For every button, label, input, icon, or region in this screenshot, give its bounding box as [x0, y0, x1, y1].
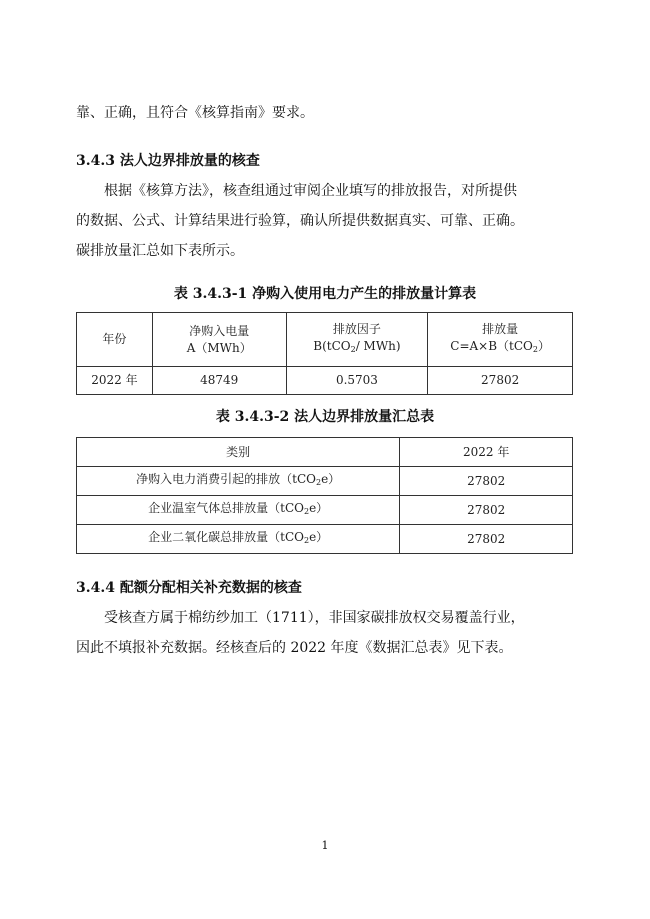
- table1-cell-a: 48749: [152, 367, 286, 395]
- table-row: [77, 467, 573, 496]
- table1-cell-c: 27802: [428, 367, 573, 395]
- table2-row-value: 27802: [400, 525, 573, 554]
- table2-row-value: 27802: [400, 467, 573, 496]
- table-row: [77, 496, 573, 525]
- section-344-line-2: 因此不填报补充数据。经核查后的 2022 年度《数据汇总表》见下表。: [76, 640, 513, 656]
- table1-cell-b: 0.5703: [286, 367, 428, 395]
- table1-header-a: 净购入电量 A（MWh）: [152, 313, 286, 367]
- table2-row-value: 27802: [400, 496, 573, 525]
- table-electricity-emissions: [76, 312, 573, 395]
- table2-row-category: 企业温室气体总排放量（tCO$_2$e）: [77, 496, 400, 525]
- table2-row-category: 净购入电力消费引起的排放（tCO$_2$e）: [77, 467, 400, 496]
- page-number: 1: [321, 839, 329, 852]
- table-row: [77, 367, 573, 395]
- table1-header-row: [77, 313, 573, 367]
- table-emissions-summary: [76, 437, 573, 554]
- table1-header-c: 排放量 C=A×B（tCO$_2$）: [428, 313, 573, 367]
- table2-header-year: 2022 年: [400, 438, 573, 467]
- table1-header-b: 排放因子 B(tCO$_2$/ MWh): [286, 313, 428, 367]
- table1-header-year: 年份: [77, 313, 153, 367]
- section-343-line-2: 的数据、公式、计算结果进行验算，确认所提供数据真实、可靠、正确。: [76, 213, 524, 229]
- table2-header-row: [77, 438, 573, 467]
- section-heading-3-4-3: 3.4.3 法人边界排放量的核查: [76, 153, 260, 169]
- table1-cell-year: 2022 年: [77, 367, 153, 395]
- section-heading-3-4-4: 3.4.4 配额分配相关补充数据的核查: [76, 580, 302, 596]
- section-343-line-1: 根据《核算方法》，核查组通过审阅企业填写的排放报告，对所提供: [76, 183, 517, 199]
- table1-caption: 表 3.4.3-1 净购入使用电力产生的排放量计算表: [173, 286, 477, 302]
- section-343-line-3: 碳排放量汇总如下表所示。: [76, 243, 244, 259]
- table2-caption: 表 3.4.3-2 法人边界排放量汇总表: [215, 409, 435, 425]
- table2-header-category: 类别: [77, 438, 400, 467]
- section-344-line-1: 受核查方属于棉纺纱加工（1711），非国家碳排放权交易覆盖行业，: [76, 610, 525, 626]
- table-row: [77, 525, 573, 554]
- table2-row-category: 企业二氧化碳总排放量（tCO$_2$e）: [77, 525, 400, 554]
- paragraph-top: 靠、正确，且符合《核算指南》要求。: [76, 105, 314, 121]
